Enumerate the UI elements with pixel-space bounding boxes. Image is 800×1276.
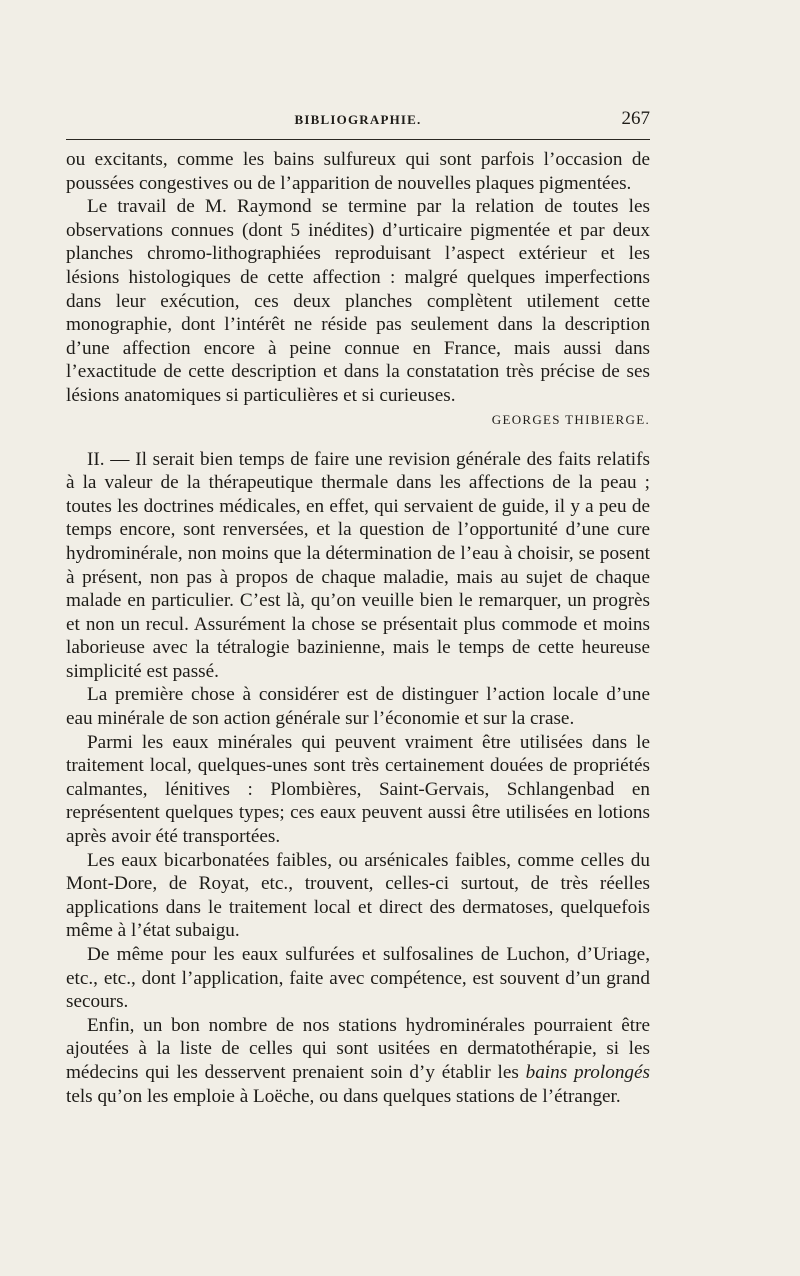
- paragraph-eaux-calmantes: Parmi les eaux minérales qui peuvent vraiment être utilisées dans le traitement local, quelques-unes sont très certainement douées de propriétés calmantes, lénitives : Plombières, Saint-Gervais, Schlangenbad en représentent quelques types; ces eaux peuvent aussi être utilisées en lotions après avoir été transportées.: [66, 731, 650, 848]
- paragraph-raymond: Le travail de M. Raymond se termine par la relation de toutes les observations connues (dont 5 inédites) d’urticaire pigmentée et par deux planches chromo-lithographiées reproduisant l’aspect extérieur et les lésions histologiques de cette affection : malgré quelques imperfections dans leur exécution, ces deux planches complètent utilement cette monographie, dont l’intérêt ne réside pas seulement dans la description d’une affection encore à peine connue en France, mais aussi dans l’exactitude de cette description et dans la constatation très précise de ses lésions anatomiques si particulières et si curieuses.: [66, 196, 650, 406]
- italic-phrase: bains prolongés: [525, 1061, 650, 1083]
- page-body: [66, 148, 650, 1108]
- paragraph-action-locale: La première chose à considérer est de distinguer l’action locale d’une eau minérale de son action générale sur l’économie et sur la crase.: [66, 684, 650, 730]
- paragraph-section-ii: II. — Il serait bien temps de faire une revision générale des faits relatifs à la valeur de la thérapeutique thermale dans les affections de la peau ; toutes les doctrines médicales, en effet, qui servaient de guide, il y a peu de temps encore, sont renversées, et la question de l’opportunité d’une cure hydrominérale, non moins que la détermination de l’eau à choisir, se posent à présent, non pas à propos de chaque maladie, mais au sujet de chaque malade en particulier. C’est là, qu’on veuille bien le remarquer, un progrès et non un recul. Assurément la chose se présentait plus commode et moins laborieuse avec la tétralogie bazinienne, mais le temps de cette heureuse simplicité est passé.: [66, 448, 650, 682]
- header-rule: [66, 139, 650, 140]
- paragraph-eaux-sulfurees: De même pour les eaux sulfurées et sulfosalines de Luchon, d’Uriage, etc., etc., dont l’application, faite avec compétence, est souvent d’un grand secours.: [66, 944, 650, 1013]
- paragraph-eaux-bicarbonatees: Les eaux bicarbonatées faibles, ou arsénicales faibles, comme celles du Mont-Dore, de Royat, etc., trouvent, celles-ci surtout, de très réelles applications dans le traitement local et direct des dermatoses, quelquefois même à l’état subaigu.: [66, 849, 650, 942]
- paragraph-text-end: tels qu’on les emploie à Loëche, ou dans quelques stations de l’étranger.: [66, 1085, 621, 1107]
- paragraph-continuation: ou excitants, comme les bains sulfureux qui sont parfois l’occasion de poussées congestives ou de l’apparition de nouvelles plaques pigmentées.: [66, 149, 650, 194]
- author-signature: GEORGES THIBIERGE.: [491, 411, 650, 427]
- running-head: BIBLIOGRAPHIE.: [294, 112, 422, 127]
- page-number: 267: [621, 108, 650, 129]
- paragraph-bains-prolonges: [66, 1014, 650, 1108]
- paragraph-text-start: Enfin, un bon nombre de nos stations hydrominérales pourraient être ajoutées à la liste de celles qui sont usitées en dermatothérapie, si les médecins qui les desservent prenaient soin d’y établir les: [66, 1014, 650, 1083]
- page-header: [66, 108, 650, 130]
